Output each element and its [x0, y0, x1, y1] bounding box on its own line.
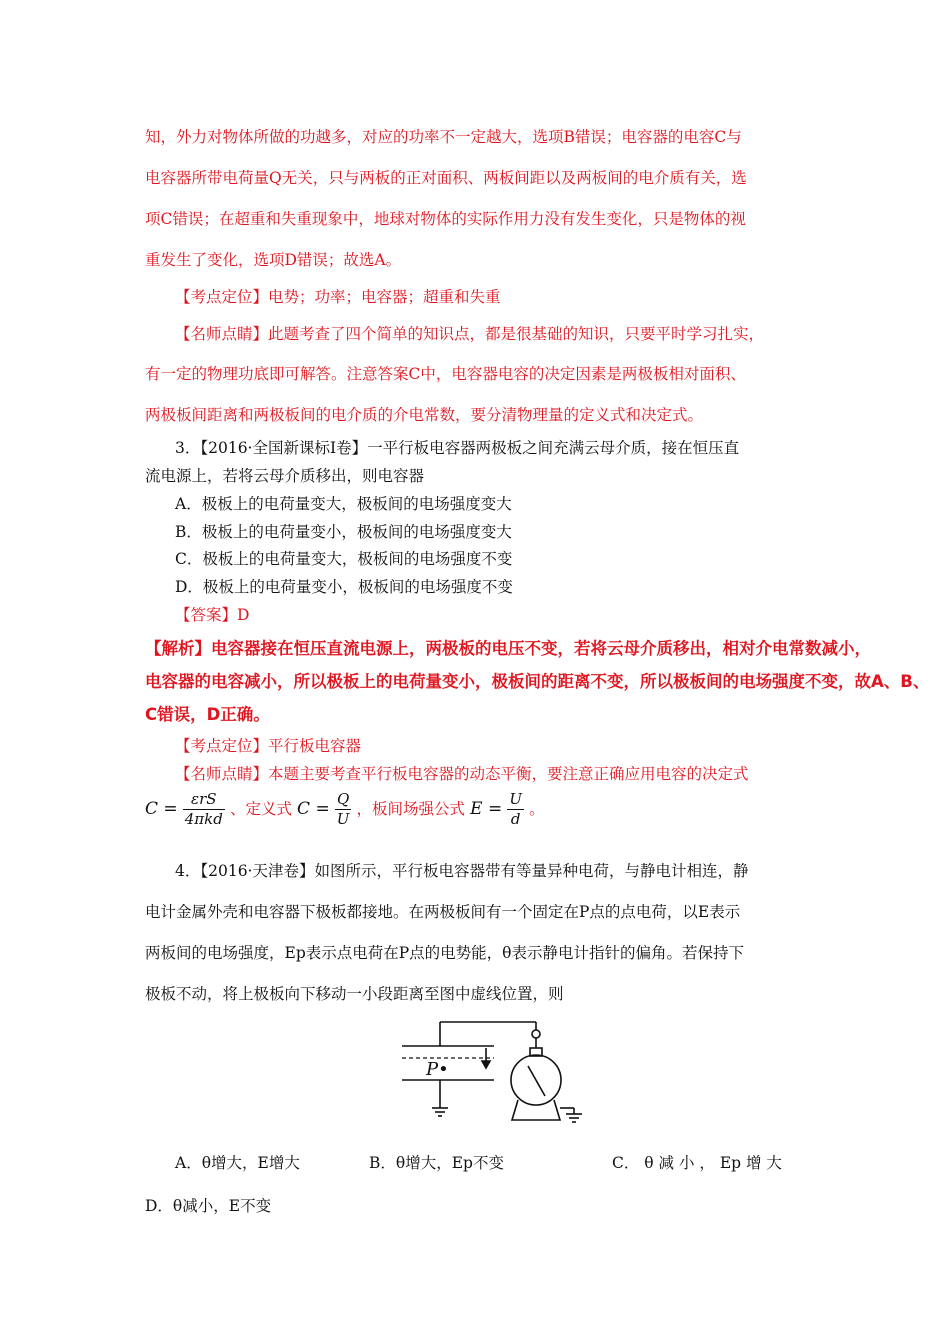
q3-kaodian: 【考点定位】平行板电容器	[175, 737, 362, 755]
formula-field-numerator: U	[509, 790, 522, 808]
q3-analysis-line-1: 【解析】电容器接在恒压直流电源上，两极板的电压不变，若将云母介质移出，相对介电常数减小，	[145, 639, 871, 658]
q4-option-c: C． θ 减 小 ， Ep 增 大	[612, 1154, 782, 1172]
formula-c-label-2: C =	[297, 799, 330, 819]
formula-definition-denominator: U	[336, 810, 350, 828]
formula-field-fraction	[507, 790, 524, 829]
formula-definition-numerator: Q	[335, 790, 352, 810]
prev-kaodian: 【考点定位】电势；功率；电容器；超重和失重	[175, 288, 501, 306]
q3-stem-line-1: 3．【2016·全国新课标I卷】一平行板电容器两极板之间充满云母介质，接在恒压直	[175, 439, 740, 457]
capacitance-formulas	[145, 790, 645, 850]
q4-option-a: A．θ增大，E增大	[175, 1154, 300, 1172]
capacitor-electrometer-diagram	[398, 1020, 598, 1132]
formula-field-denominator: d	[510, 810, 521, 828]
q3-stem-line-2: 流电源上，若将云母介质移出，则电容器	[145, 467, 425, 485]
q4-stem-line-1: 4．【2016·天津卷】如图所示，平行板电容器带有等量异种电荷，与静电计相连，静	[175, 862, 749, 880]
q3-option-a: A．极板上的电荷量变大，极板间的电场强度变大	[175, 495, 512, 513]
electrometer-needle	[528, 1066, 545, 1096]
prev-explanation-line-2: 电容器所带电荷量Q无关，只与两板的正对面积、两板间距以及两板间的电介质有关，选	[145, 169, 747, 187]
formula-c-label: C =	[145, 799, 178, 819]
prev-explanation-line-4: 重发生了变化，选项D错误；故选A。	[145, 251, 402, 269]
formula-definition-fraction	[335, 790, 352, 829]
formula-determinant-fraction	[183, 790, 225, 829]
q4-stem-line-3: 两板间的电场强度，Ep表示点电荷在P点的电势能，θ表示静电计指针的偏角。若保持下	[145, 944, 745, 962]
q4-option-d: D．θ减小，E不变	[145, 1197, 272, 1215]
prev-mingshi-line-1: 【名师点睛】此题考查了四个简单的知识点，都是很基础的知识，只要平时学习扎实，	[175, 325, 765, 343]
q3-option-b: B．极板上的电荷量变小，极板间的电场强度变大	[175, 523, 512, 541]
prev-explanation-line-3: 项C错误；在超重和失重现象中，地球对物体的实际作用力没有发生变化，只是物体的视	[145, 210, 746, 228]
formula-e-label: E =	[470, 799, 503, 819]
formula-determinant-denominator: 4πkd	[184, 810, 223, 828]
electrometer-knob	[532, 1030, 540, 1038]
q3-analysis-line-2: 电容器的电容减小，所以极板上的电荷量变小，极板间的距离不变，所以极板间的电场强度不变，故A、B、	[145, 672, 930, 691]
q4-option-b: B．θ增大，Ep不变	[369, 1154, 504, 1172]
formula-determinant-numerator: εrS	[183, 790, 225, 810]
q4-stem-line-2: 电计金属外壳和电容器下极板都接地。在两极板间有一个固定在P点的点电荷，以E表示	[145, 903, 741, 921]
q3-answer: 【答案】D	[175, 606, 250, 624]
q3-analysis-line-3: C错误，D正确。	[145, 705, 270, 724]
prev-mingshi-line-2: 有一定的物理功底即可解答。注意答案C中，电容器电容的决定因素是两极板相对面积、	[145, 365, 746, 383]
q3-option-d: D．极板上的电荷量变小，极板间的电场强度不变	[175, 578, 513, 596]
q3-mingshi: 【名师点睛】本题主要考查平行板电容器的动态平衡，要注意正确应用电容的决定式	[175, 765, 749, 783]
formula-definition-text: 、定义式	[229, 800, 292, 818]
q4-stem-line-4: 极板不动，将上极板向下移动一小段距离至图中虚线位置，则	[145, 985, 564, 1003]
formula-end: 。	[529, 800, 545, 818]
point-p-label: P•	[426, 1059, 449, 1080]
formula-field-text: ，板间场强公式	[356, 800, 466, 818]
q3-option-c: C．极板上的电荷量变大，极板间的电场强度不变	[175, 550, 513, 568]
prev-mingshi-line-3: 两极板间距离和两极板间的电介质的介电常数，要分清物理量的定义式和决定式。	[145, 406, 704, 424]
prev-explanation-line-1: 知，外力对物体所做的功越多，对应的功率不一定越大，选项B错误；电容器的电容C与	[145, 128, 742, 146]
